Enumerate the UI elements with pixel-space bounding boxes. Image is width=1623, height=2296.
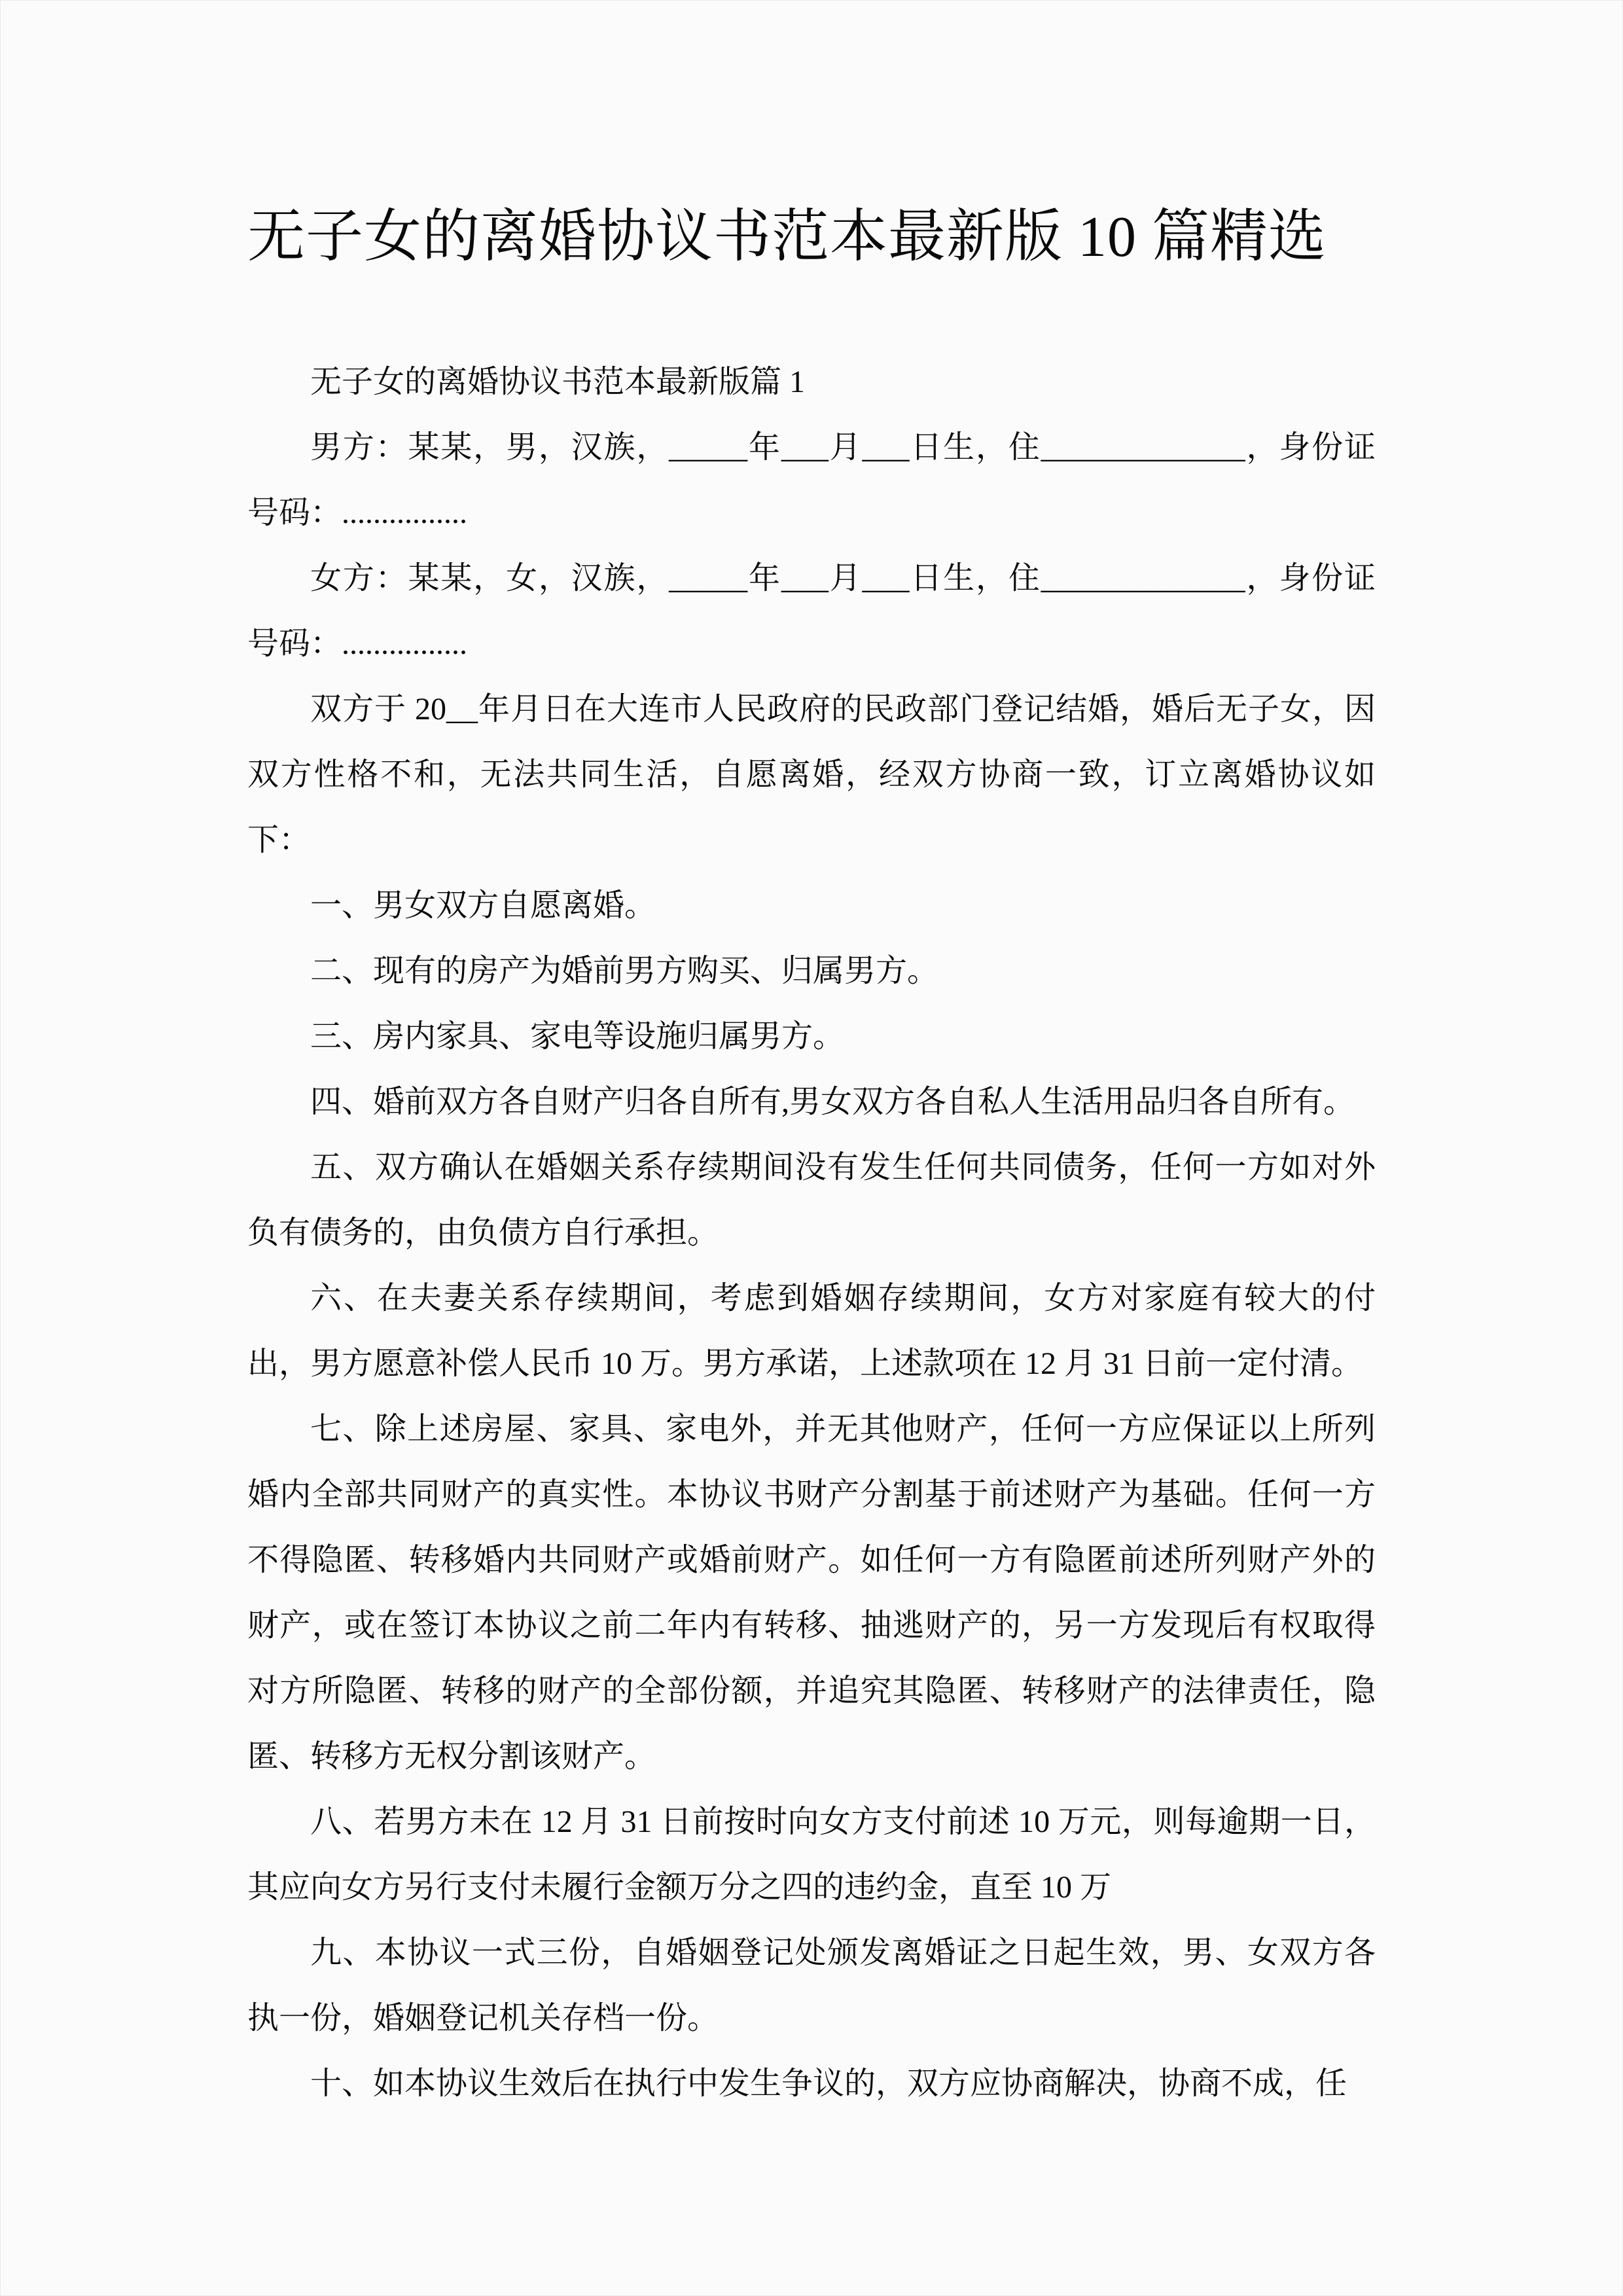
paragraph: 十、如本协议生效后在执行中发生争议的，双方应协商解决，协商不成，任 bbox=[310, 2066, 1347, 2101]
paragraph: 男方：某某，男，汉族，_____年___月___日生，住_____________，身份证号码：................ bbox=[247, 430, 1376, 530]
document-body bbox=[247, 350, 1376, 2117]
paragraph: 九、本协议一式三份，自婚姻登记处颁发离婚证之日起生效，男、女双方各执一份，婚姻登记机关存档一份。 bbox=[247, 1935, 1376, 2036]
paragraph: 双方于 20__年月日在大连市人民政府的民政部门登记结婚，婚后无子女，因双方性格不和，无法共同生活，自愿离婚，经双方协商一致，订立离婚协议如下： bbox=[247, 692, 1376, 857]
paragraph: 七、除上述房屋、家具、家电外，并无其他财产，任何一方应保证以上所列婚内全部共同财产的真实性。本协议书财产分割基于前述财产为基础。任何一方不得隐匿、转移婚内共同财产或婚前财产。如任何一方有隐匿前述所列财产外的财产，或在签订本协议之前二年内有转移、抽逃财产的，另一方发现后有权取得对方所隐匿、转移的财产的全部份额，并追究其隐匿、转移财产的法律责任，隐匿、转移方无权分割该财产。 bbox=[247, 1412, 1376, 1774]
paragraph: 八、若男方未在 12 月 31 日前按时向女方支付前述 10 万元，则每逾期一日，其应向女方另行支付未履行金额万分之四的违约金，直至 10 万 bbox=[247, 1804, 1376, 1905]
paragraph: 一、男女双方自愿离婚。 bbox=[310, 888, 656, 923]
paragraph: 二、现有的房产为婚前男方购买、归属男方。 bbox=[310, 954, 939, 988]
paragraph: 无子女的离婚协议书范本最新版篇 1 bbox=[310, 365, 806, 399]
paragraph: 三、房内家具、家电等设施归属男方。 bbox=[310, 1019, 845, 1054]
paragraph: 四、婚前双方各自财产归各自所有,男女双方各自私人生活用品归各自所有。 bbox=[310, 1085, 1355, 1119]
paragraph: 女方：某某，女，汉族，_____年___月___日生，住_____________，身份证号码：................ bbox=[247, 561, 1376, 661]
paragraph: 六、在夫妻关系存续期间，考虑到婚姻存续期间，女方对家庭有较大的付出，男方愿意补偿人民币 10 万。男方承诺，上述款项在 12 月 31 日前一定付清。 bbox=[247, 1281, 1376, 1381]
paragraph: 五、双方确认在婚姻关系存续期间没有发生任何共同债务，任何一方如对外负有债务的，由负债方自行承担。 bbox=[247, 1150, 1376, 1250]
document-title: 无子女的离婚协议书范本最新版 10 篇精选 bbox=[247, 206, 1327, 269]
